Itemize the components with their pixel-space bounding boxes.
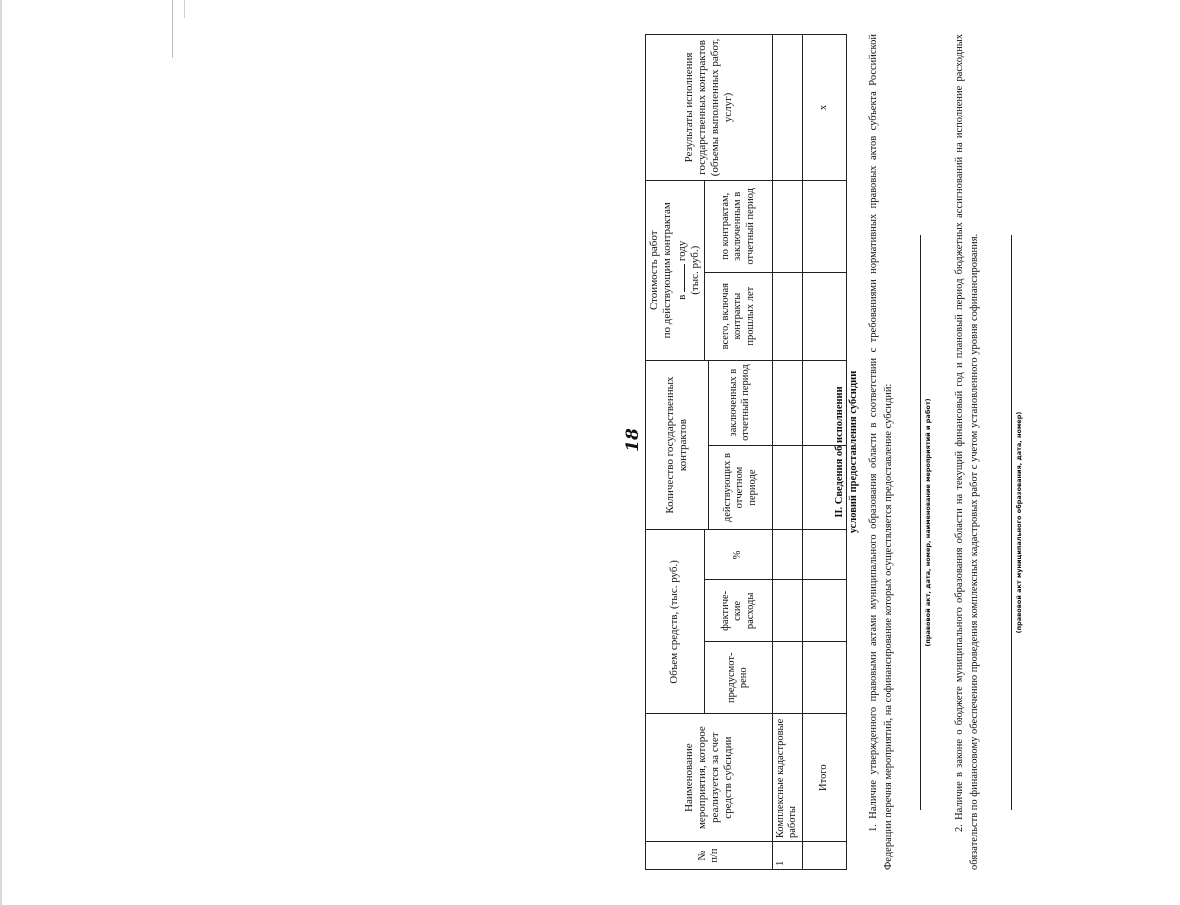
paragraph-1: 1. Наличие утвержденного правовыми актами муниципального образования области в соответствии с требованиями нормативных правовых актов субъекта Российской Федерации перечня мероприятий, на софинансирование которых осуществляется предоставление субсидий: — [868, 34, 894, 870]
header-name: Наименование мероприятия, которое реализуется за счет средств субсидии — [646, 714, 773, 842]
scan-artifact-line — [172, 0, 173, 58]
header-percent: % — [704, 530, 772, 580]
header-count-active: действующих в отчетном периоде — [708, 445, 772, 530]
header-count-concluded: заключенных в отчетный период — [708, 360, 772, 445]
scan-edge — [0, 0, 2, 905]
header-cost — [646, 180, 705, 360]
header-num: № п/п — [646, 842, 773, 870]
caption-1: (правовой акт, дата, номер, наименование мероприятий и работ) — [924, 398, 932, 647]
caption-2: (правовой акт муниципального образования, дата, номер) — [1015, 411, 1023, 634]
header-cost-line2: по действующим контрактам — [660, 202, 673, 339]
cell-empty — [772, 445, 802, 530]
header-cost-in: в — [675, 294, 688, 300]
header-count: Количество государственных контрактов — [646, 360, 709, 530]
cell-empty — [772, 180, 802, 272]
cell-name: Итого — [802, 714, 846, 842]
header-results: Результаты исполнения государственных контрактов (объемы выполненных работ, услуг) — [646, 35, 773, 181]
signature-line-1 — [920, 235, 921, 810]
cell-empty — [772, 580, 802, 642]
header-cost-concluded: по контрактам, заключенным в отчетный период — [704, 180, 772, 272]
cell-empty — [772, 642, 802, 714]
section-title-line2: условий предоставления субсидии — [848, 370, 860, 534]
header-volume-planned: предусмот-рено — [704, 642, 772, 714]
signature-line-2 — [1011, 235, 1012, 810]
cell-empty — [772, 272, 802, 360]
cell-empty — [772, 360, 802, 445]
rotated-page — [615, 10, 1180, 870]
cell-name: Комплексные кадастровые работы — [772, 714, 802, 842]
header-volume: Объем средств, (тыс. руб.) — [646, 530, 705, 714]
header-cost-unit: (тыс. руб.) — [688, 245, 701, 295]
page-number: 18 — [623, 428, 643, 452]
cell-num: 1 — [772, 842, 802, 870]
contracts-table — [645, 34, 847, 870]
year-blank — [674, 264, 685, 292]
cell-results — [772, 35, 802, 181]
section-title-line1: II. Сведения об исполнении — [834, 386, 845, 518]
header-cost-total: всего, включая контракты прошлых лет — [704, 272, 772, 360]
header-cost-year: году — [675, 240, 688, 262]
section-title — [833, 34, 861, 870]
scan-artifact-line — [184, 0, 185, 18]
header-cost-line1: Стоимость работ — [648, 230, 660, 311]
table-row — [772, 35, 802, 870]
paragraph-2: 2. Наличие в законе о бюджете муниципального образования области на текущий финансовый год и плановый период бюджетных ассигнований на исполнение расходных обязательств по финансовому обеспечению проведения комплексных кадастровых работ с учетом установленного уровня софинансирования. — [954, 34, 980, 870]
header-volume-actual: фактиче-ские расходы — [704, 580, 772, 642]
cell-results: x — [802, 35, 846, 181]
cell-empty — [772, 530, 802, 580]
